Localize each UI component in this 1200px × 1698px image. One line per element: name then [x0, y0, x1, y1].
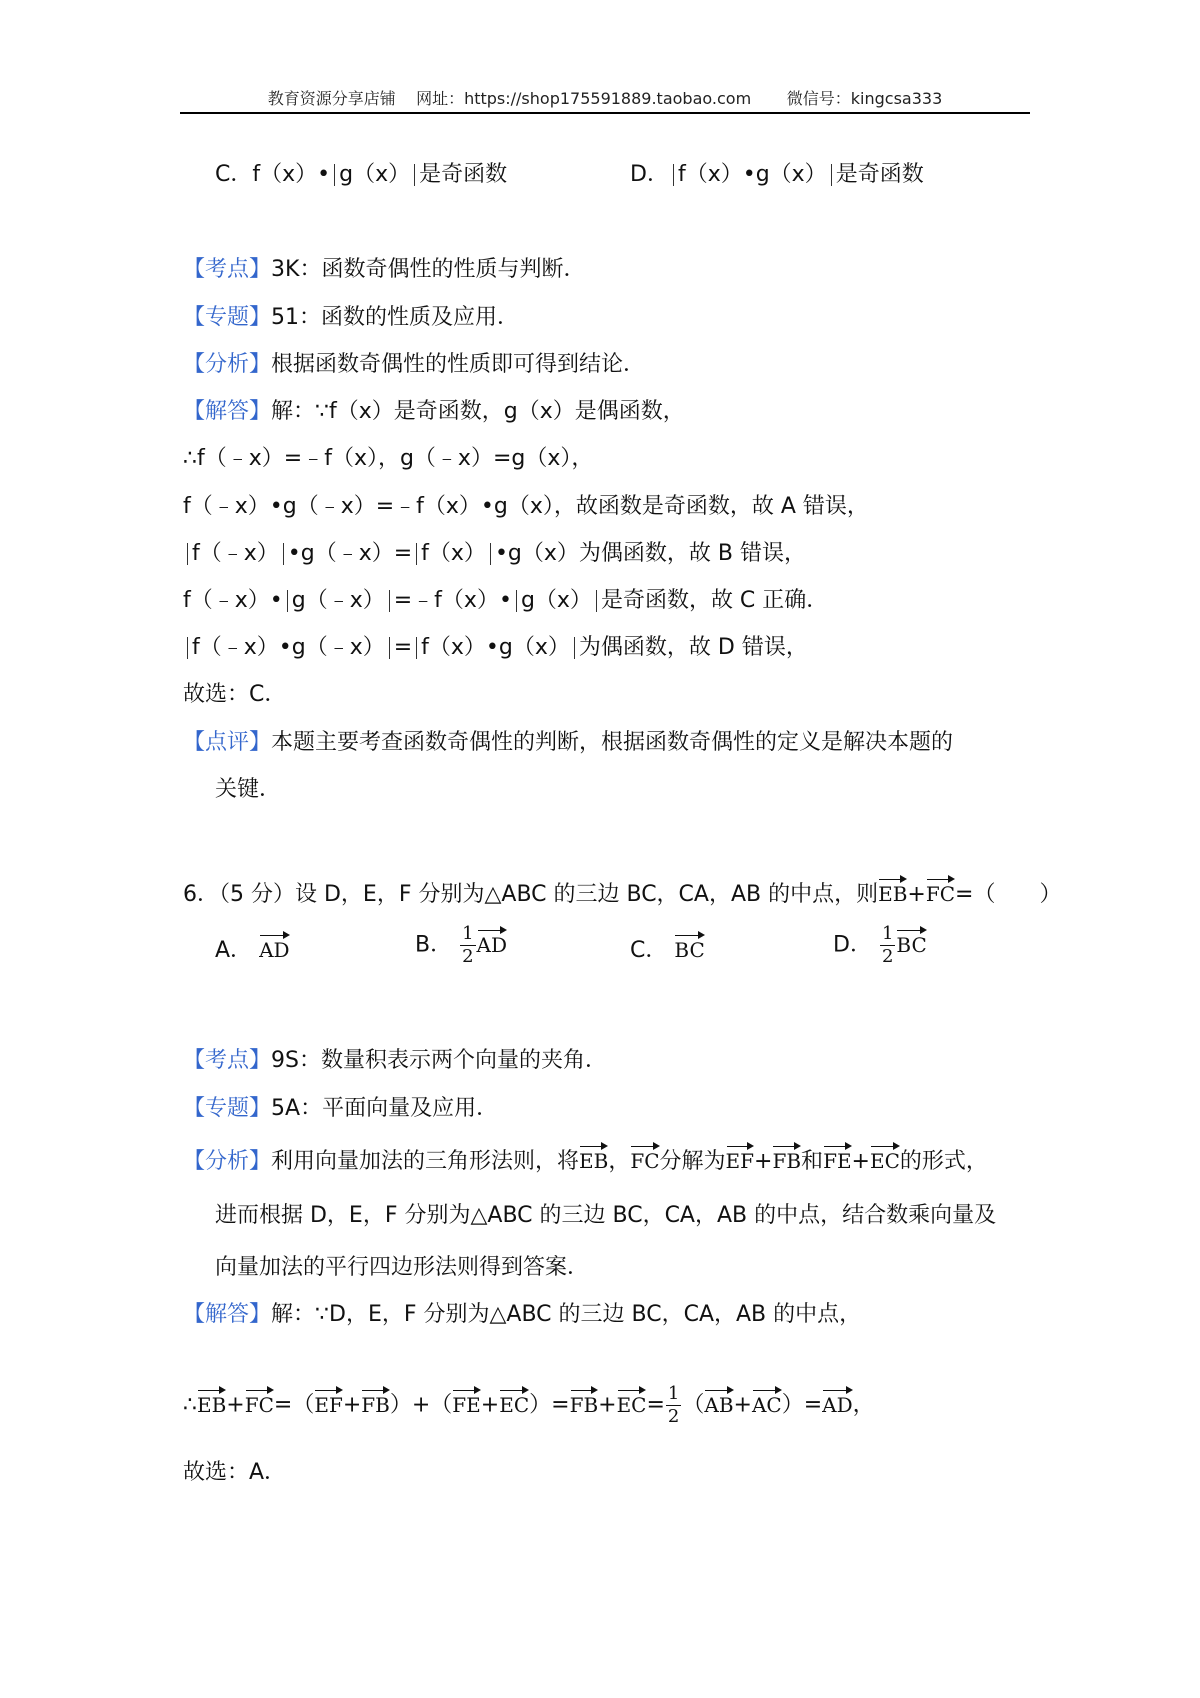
tag-fenxi: 【分析】: [183, 352, 272, 377]
q6-guxuan: 故选：A．: [183, 1460, 287, 1485]
abs-bar: [831, 164, 832, 186]
q6-jieda: [183, 1297, 861, 1328]
q6-stem-pre: 6．（5 分）设 D，E，F 分别为△ABC 的三边 BC，CA，AB 的中点，则: [183, 882, 879, 907]
fraction-half: [460, 925, 475, 966]
vector-ad: AD: [822, 1389, 852, 1417]
header-wechat: 微信号：kingcsa333: [786, 89, 943, 108]
plus-sign: +: [598, 1392, 617, 1418]
vector-eb: EB: [579, 1145, 608, 1173]
vector-eb: EB: [878, 878, 907, 906]
header-rule: [180, 112, 1030, 114]
q6-jieda-1: 解：∵D，E，F 分别为△ABC 的三边 BC，CA，AB 的中点，: [271, 1302, 862, 1327]
vector-fc: FC: [245, 1389, 274, 1417]
plus-sign: +: [733, 1392, 752, 1418]
q6-jieda-equation: [183, 1385, 875, 1426]
q6-fenxi-1a: 利用向量加法的三角形法则，将: [271, 1149, 580, 1174]
vector-bc: BC: [896, 929, 926, 957]
q6-opt-d-label: D．: [833, 932, 872, 958]
vector-ad: AD: [259, 934, 289, 962]
abs-bar: [416, 637, 417, 659]
q6-fenxi-1b: ，: [608, 1149, 631, 1174]
q5-zhuanti: [183, 300, 519, 331]
tag-kaodian: 【考点】: [183, 257, 272, 282]
vector-ec: EC: [499, 1389, 529, 1417]
q6-option-a: [215, 933, 290, 964]
q6-option-b: [415, 925, 507, 966]
fraction-half: [666, 1385, 681, 1426]
header-shop: 教育资源分享店铺: [267, 89, 396, 108]
q5-kaodian-text: 3K：函数奇偶性的性质与判断．: [271, 257, 586, 282]
vector-fe: FE: [452, 1389, 480, 1417]
vector-bc: BC: [674, 934, 704, 962]
tag-zhuanti: 【专题】: [183, 1096, 272, 1121]
q6-option-c: [630, 933, 705, 964]
q5-jieda-5c: =﹣f（x）•: [393, 588, 512, 613]
q5-option-c: [215, 157, 507, 188]
eq-paren-close: ）=: [781, 1392, 823, 1418]
q5-jieda-4b: •g（﹣x）=: [287, 541, 413, 566]
vector-ac: AC: [752, 1389, 782, 1417]
q5-jieda-4c: f（x）: [421, 541, 486, 566]
tag-jieda: 【解答】: [183, 1302, 272, 1327]
q6-fenxi-line-2: 进而根据 D，E，F 分别为△ABC 的三边 BC，CA，AB 的中点，结合数乘向量及: [215, 1203, 997, 1228]
q5-dianping: [183, 725, 953, 756]
q6-zhuanti: [183, 1091, 498, 1122]
q5-jieda-6b: =: [393, 635, 413, 660]
vector-ec: EC: [870, 1145, 900, 1173]
eq-paren-open: （: [682, 1392, 705, 1418]
q5-jieda-5d: g（x）: [520, 588, 592, 613]
q5-kaodian: [183, 252, 585, 283]
plus-sign: +: [851, 1149, 870, 1174]
q6-fenxi-1e: 的形式，: [899, 1149, 988, 1174]
abs-bar: [187, 637, 188, 659]
q6-opt-b-label: B．: [415, 932, 453, 958]
q6-fenxi-1d: 和: [801, 1149, 824, 1174]
abs-bar: [574, 637, 575, 659]
tag-zhuanti: 【专题】: [183, 305, 272, 330]
q5-jieda-line-3: f（﹣x）•g（﹣x）=﹣f（x）•g（x），故函数是奇函数，故 A 错误，: [183, 494, 869, 519]
vector-ef: EF: [726, 1145, 754, 1173]
header-url: 网址：https://shop175591889.taobao.com: [416, 89, 752, 108]
vector-fb: FB: [570, 1389, 599, 1417]
q5-jieda-line-4: [183, 536, 806, 567]
q5-jieda-5b: g（﹣x）: [291, 588, 385, 613]
q5-jieda-5a: f（﹣x）•: [183, 588, 283, 613]
vector-ec: EC: [617, 1389, 647, 1417]
abs-bar: [673, 164, 674, 186]
frac-num: 1: [462, 923, 474, 944]
q5-jieda-1: 解：∵f（x）是奇函数，g（x）是偶函数，: [271, 399, 685, 424]
abs-bar: [187, 543, 188, 565]
q5-fenxi: [183, 347, 645, 378]
q5-opt-d-pre: D．: [630, 162, 669, 187]
q6-stem: [183, 877, 1061, 908]
q6-kaodian: [183, 1043, 607, 1074]
plus-sign: +: [480, 1392, 500, 1418]
q5-dianping-1: 本题主要考查函数奇偶性的判断，根据函数奇偶性的定义是解决本题的: [271, 730, 954, 755]
abs-bar: [283, 543, 284, 565]
therefore: ∴: [183, 1392, 197, 1418]
plus-sign: +: [754, 1149, 773, 1174]
plus-sign: +: [342, 1392, 362, 1418]
tag-kaodian: 【考点】: [183, 1048, 272, 1073]
q5-jieda-6a: f（﹣x）•g（﹣x）: [192, 635, 385, 660]
q5-jieda: [183, 394, 685, 425]
frac-den: 2: [462, 946, 474, 967]
q5-option-d: [630, 157, 924, 188]
vector-ad: AD: [477, 929, 507, 957]
plus-sign: +: [907, 882, 926, 907]
q5-jieda-4a: f（﹣x）: [192, 541, 279, 566]
vector-eb: EB: [197, 1389, 226, 1417]
q5-dianping-line-2: 关键．: [215, 777, 282, 802]
q5-jieda-6d: 为偶函数，故 D 错误，: [578, 635, 808, 660]
vector-ef: EF: [314, 1389, 342, 1417]
q6-fenxi-line-3: 向量加法的平行四边形法则得到答案．: [215, 1255, 590, 1280]
vector-fb: FB: [772, 1145, 801, 1173]
eq-close: ）=: [529, 1392, 570, 1418]
q6-opt-a-label: A．: [215, 938, 253, 963]
q5-zhuanti-text: 51：函数的性质及应用．: [271, 305, 520, 330]
abs-bar: [287, 590, 288, 612]
tag-jieda: 【解答】: [183, 399, 272, 424]
q5-opt-c-mid: g（x）: [339, 162, 411, 187]
q6-fenxi: [183, 1144, 988, 1175]
eq-comma: ，: [852, 1392, 875, 1418]
q5-opt-c-pre: C．f（x）•: [215, 162, 331, 187]
q5-fenxi-text: 根据函数奇偶性的性质即可得到结论．: [271, 352, 646, 377]
q5-jieda-4d: •g（x）为偶函数，故 B 错误，: [494, 541, 806, 566]
q6-stem-post: =（ ）: [955, 882, 1062, 907]
frac-num: 1: [667, 1383, 680, 1404]
abs-bar: [389, 637, 390, 659]
page-header: [180, 86, 1030, 109]
q5-jieda-line-5: [183, 583, 828, 614]
q5-jieda-line-2: ∴f（﹣x）=﹣f（x），g（﹣x）=g（x），: [183, 446, 594, 471]
q5-jieda-line-6: [183, 630, 808, 661]
q5-opt-d-mid: f（x）•g（x）: [677, 162, 827, 187]
abs-bar: [414, 164, 415, 186]
abs-bar: [389, 590, 390, 612]
fraction-half: [880, 925, 895, 966]
q6-fenxi-1c: 分解为: [659, 1149, 726, 1174]
abs-bar: [516, 590, 517, 612]
q5-guxuan: 故选：C．: [183, 682, 287, 707]
tag-dianping: 【点评】: [183, 730, 272, 755]
abs-bar: [596, 590, 597, 612]
q6-kaodian-text: 9S：数量积表示两个向量的夹角．: [271, 1048, 607, 1073]
tag-fenxi: 【分析】: [183, 1149, 272, 1174]
eq-open: =（: [273, 1392, 315, 1418]
vector-fc: FC: [926, 878, 955, 906]
frac-den: 2: [667, 1406, 680, 1427]
eq-equals: =: [646, 1392, 665, 1418]
abs-bar: [416, 543, 417, 565]
frac-den: 2: [881, 946, 894, 967]
q5-opt-d-post: 是奇函数: [835, 162, 924, 187]
q5-jieda-5e: 是奇函数，故 C 正确．: [600, 588, 829, 613]
abs-bar: [490, 543, 491, 565]
abs-bar: [334, 164, 335, 186]
q5-opt-c-post: 是奇函数: [419, 162, 508, 187]
frac-num: 1: [881, 923, 894, 944]
vector-fb: FB: [361, 1389, 390, 1417]
plus-sign: +: [226, 1392, 245, 1418]
q6-opt-c-label: C．: [630, 938, 668, 963]
q6-option-d: [833, 925, 927, 966]
vector-fe: FE: [823, 1145, 851, 1173]
q6-zhuanti-text: 5A：平面向量及应用．: [271, 1096, 499, 1121]
vector-ab: AB: [704, 1389, 733, 1417]
eq-mid: ）+（: [389, 1392, 453, 1418]
q5-jieda-6c: f（x）•g（x）: [421, 635, 570, 660]
vector-fc: FC: [630, 1145, 659, 1173]
